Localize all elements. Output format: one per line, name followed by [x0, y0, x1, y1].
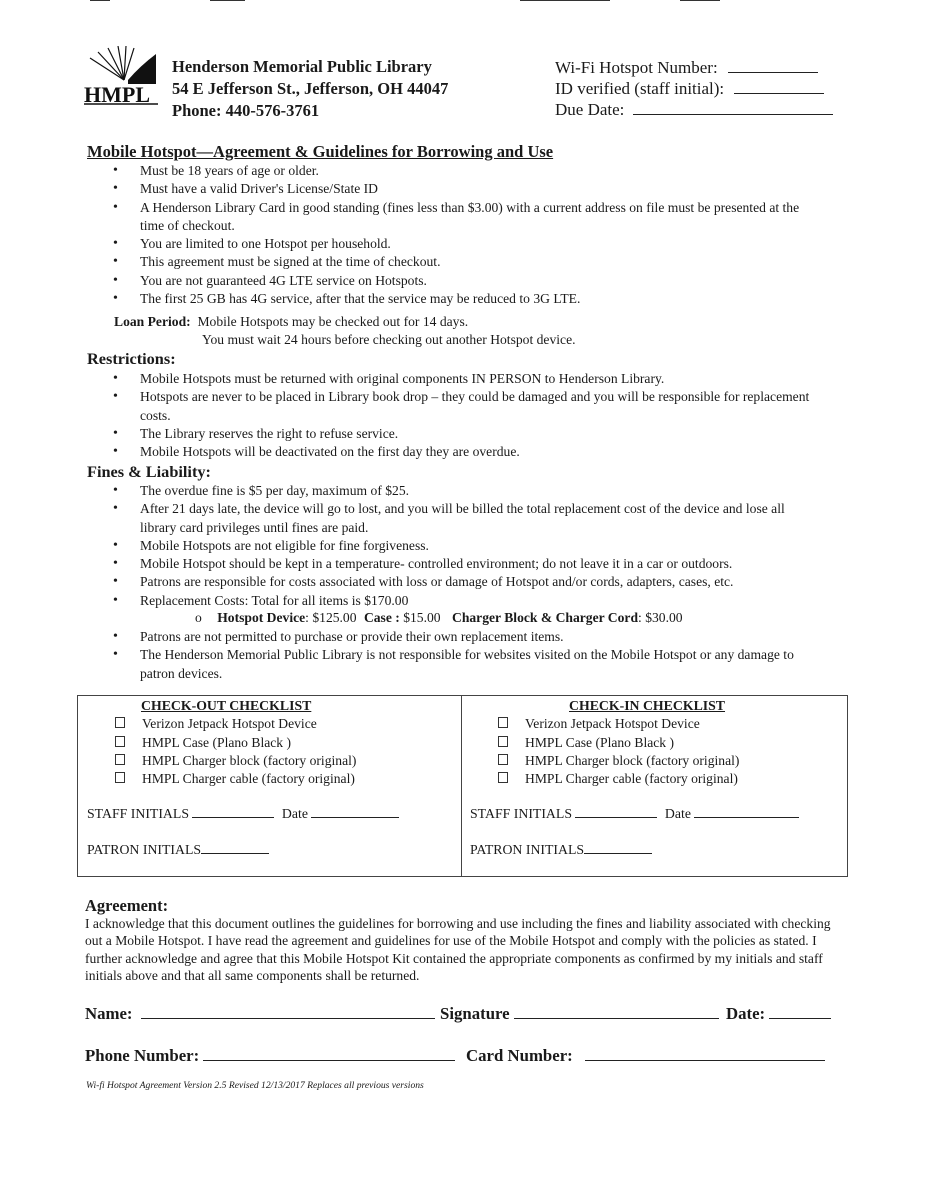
- checkbox[interactable]: [115, 754, 125, 765]
- checkout-item[interactable]: [115, 753, 356, 769]
- version-footer: Wi-fi Hotspot Agreement Version 2.5 Revised 12/13/2017 Replaces all previous versions: [86, 1080, 424, 1091]
- signature-blank[interactable]: [514, 1003, 719, 1019]
- svg-text:HMPL: HMPL: [84, 82, 150, 106]
- card-number-field[interactable]: [466, 1045, 825, 1066]
- checkout-item-label: HMPL Charger block (factory original): [142, 753, 357, 768]
- scan-artifact: [90, 0, 110, 1]
- library-address: 54 E Jefferson St., Jefferson, OH 44047: [172, 79, 449, 98]
- name-blank[interactable]: [141, 1003, 435, 1019]
- library-name: Henderson Memorial Public Library: [172, 57, 432, 76]
- due-date-field[interactable]: [555, 99, 833, 120]
- checkout-column: [78, 696, 461, 876]
- document-title: Mobile Hotspot—Agreement & Guidelines for Borrowing and Use: [87, 142, 554, 161]
- checkin-staff-initials[interactable]: [470, 805, 799, 822]
- agreement-heading: Agreement:: [85, 896, 169, 915]
- fines-heading: Fines & Liability:: [87, 462, 211, 481]
- due-date-blank[interactable]: [633, 99, 833, 115]
- date-blank[interactable]: [769, 1003, 831, 1019]
- sub-bullet-marker: o: [195, 610, 202, 625]
- staff-initials-blank[interactable]: [575, 805, 657, 818]
- patron-initials-blank[interactable]: [201, 841, 269, 854]
- staff-initials-blank[interactable]: [192, 805, 274, 818]
- checkin-item[interactable]: [498, 735, 674, 751]
- checkout-staff-initials[interactable]: [87, 805, 399, 822]
- card-number-blank[interactable]: [585, 1045, 825, 1061]
- replacement-costs-detail: [195, 610, 683, 626]
- scan-artifact: [210, 0, 245, 1]
- checkout-item-label: Verizon Jetpack Hotspot Device: [142, 716, 317, 731]
- book-rays-icon: [84, 46, 160, 106]
- list-item: • Hotspots are never to be placed in Library book drop – they could be damaged and you will be responsible for replacement costs.: [113, 388, 823, 425]
- fines-list-continued: [113, 628, 823, 683]
- checkout-item[interactable]: [115, 716, 317, 732]
- checkin-item[interactable]: [498, 753, 739, 769]
- list-item: • Mobile Hotspots will be deactivated on the first day they are overdue.: [113, 443, 823, 461]
- requirements-list: [113, 162, 813, 308]
- checkbox[interactable]: [498, 754, 508, 765]
- checkout-item-label: HMPL Case (Plano Black ): [142, 735, 292, 750]
- card-number-label: Card Number:: [466, 1046, 573, 1065]
- checkbox[interactable]: [498, 772, 508, 783]
- checkin-heading: CHECK-IN CHECKLIST: [569, 698, 726, 713]
- checkin-item[interactable]: [498, 716, 700, 732]
- list-item: • Patrons are not permitted to purchase or provide their own replacement items.: [113, 628, 823, 646]
- staff-initials-label: STAFF INITIALS: [470, 806, 572, 821]
- list-item: • Mobile Hotspots must be returned with original components IN PERSON to Henderson Library.: [113, 370, 823, 388]
- date-label: Date:: [726, 1004, 766, 1023]
- checkout-item[interactable]: [115, 771, 355, 787]
- restrictions-list: [113, 370, 823, 461]
- name-field[interactable]: [85, 1003, 435, 1024]
- checkbox[interactable]: [115, 717, 125, 728]
- checkout-patron-initials[interactable]: [87, 841, 269, 858]
- checkin-item-label: HMPL Charger block (factory original): [525, 753, 740, 768]
- library-logo: [84, 46, 160, 106]
- phone-number-field[interactable]: [85, 1045, 455, 1066]
- hotspot-number-blank[interactable]: [728, 57, 818, 73]
- list-item: • After 21 days late, the device will go to lost, and you will be billed the total replacement cost of the device and lose all library card privileges until fines are paid.: [113, 500, 823, 537]
- date-blank[interactable]: [311, 805, 399, 818]
- phone-number-blank[interactable]: [203, 1045, 455, 1061]
- checkin-item-label: HMPL Charger cable (factory original): [525, 771, 738, 786]
- library-phone: Phone: 440-576-3761: [172, 101, 320, 120]
- loan-period-line2: You must wait 24 hours before checking out another Hotspot device.: [202, 332, 576, 348]
- list-item: • Must have a valid Driver's License/State ID: [113, 180, 813, 198]
- signature-field[interactable]: [440, 1003, 719, 1024]
- list-item: • The Library reserves the right to refuse service.: [113, 425, 823, 443]
- patron-initials-label: PATRON INITIALS: [470, 842, 585, 857]
- due-date-label: Due Date:: [555, 100, 625, 119]
- id-verified-blank[interactable]: [734, 78, 824, 94]
- scan-artifact: [680, 0, 720, 1]
- cost-device-value: : $125.00: [305, 610, 357, 625]
- cost-charger-value: : $30.00: [638, 610, 683, 625]
- checklist-table: [77, 695, 848, 877]
- fines-list: [113, 482, 823, 610]
- checkin-item[interactable]: [498, 771, 738, 787]
- list-item: • The overdue fine is $5 per day, maximum of $25.: [113, 482, 823, 500]
- list-item: • Mobile Hotspot should be kept in a temperature- controlled environment; do not leave it in a car or outdoors.: [113, 555, 823, 573]
- date-label: Date: [664, 806, 691, 821]
- checkout-item[interactable]: [115, 735, 291, 751]
- list-item: • This agreement must be signed at the time of checkout.: [113, 253, 813, 271]
- checkin-column: [462, 696, 845, 876]
- checkout-item-label: HMPL Charger cable (factory original): [142, 771, 355, 786]
- checkbox[interactable]: [115, 736, 125, 747]
- list-item: • You are not guaranteed 4G LTE service on Hotspots.: [113, 272, 813, 290]
- cost-device-label: Hotspot Device: [217, 610, 306, 625]
- cost-case-value: $15.00: [399, 610, 441, 625]
- hotspot-number-label: Wi-Fi Hotspot Number:: [555, 58, 718, 77]
- date-field[interactable]: [726, 1003, 831, 1024]
- date-label: Date: [281, 806, 308, 821]
- list-item: • Replacement Costs: Total for all items is $170.00: [113, 592, 823, 610]
- id-verified-field[interactable]: [555, 78, 824, 99]
- list-item: • A Henderson Library Card in good standing (fines less than $3.00) with a current address on file must be presented at the time of checkout.: [113, 199, 813, 236]
- hotspot-number-field[interactable]: [555, 57, 818, 78]
- checkbox[interactable]: [115, 772, 125, 783]
- name-label: Name:: [85, 1004, 133, 1023]
- checkin-patron-initials[interactable]: [470, 841, 652, 858]
- checkin-item-label: Verizon Jetpack Hotspot Device: [525, 716, 700, 731]
- restrictions-heading: Restrictions:: [87, 349, 176, 368]
- cost-case-label: Case :: [363, 610, 400, 625]
- patron-initials-label: PATRON INITIALS: [87, 842, 202, 857]
- loan-period: [114, 313, 576, 350]
- checkin-item-label: HMPL Case (Plano Black ): [525, 735, 675, 750]
- staff-initials-label: STAFF INITIALS: [87, 806, 189, 821]
- signature-label: Signature: [440, 1004, 510, 1023]
- loan-period-label: Loan Period:: [114, 314, 191, 329]
- list-item: • Patrons are responsible for costs associated with loss or damage of Hotspot and/or cords, adapters, cases, etc.: [113, 573, 823, 591]
- date-blank[interactable]: [694, 805, 799, 818]
- checkbox[interactable]: [498, 717, 508, 728]
- loan-period-line1: Mobile Hotspots may be checked out for 14 days.: [197, 314, 469, 329]
- list-item: • The first 25 GB has 4G service, after that the service may be reduced to 3G LTE.: [113, 290, 813, 308]
- checkout-heading: CHECK-OUT CHECKLIST: [141, 698, 312, 713]
- agreement-text: I acknowledge that this document outlines the guidelines for borrowing and use including the fines and liability associated with checking out a Mobile Hotspot. I have read the agreement and guidelines for use of the Mobile Hotspot and comply with the policies as stated. I further acknowledge and agree that this Mobile Hotspot Kit contained the appropriate components as confirmed by my initials and staff initials above and that all same components shall be returned.: [85, 916, 831, 984]
- list-item: • Mobile Hotspots are not eligible for fine forgiveness.: [113, 537, 823, 555]
- scan-artifact: [520, 0, 610, 1]
- list-item: • Must be 18 years of age or older.: [113, 162, 813, 180]
- list-item: • The Henderson Memorial Public Library is not responsible for websites visited on the Mobile Hotspot or any damage to patron devices.: [113, 646, 823, 683]
- checkbox[interactable]: [498, 736, 508, 747]
- id-verified-label: ID verified (staff initial):: [555, 79, 725, 98]
- phone-number-label: Phone Number:: [85, 1046, 200, 1065]
- list-item: • You are limited to one Hotspot per household.: [113, 235, 813, 253]
- cost-charger-label: Charger Block & Charger Cord: [452, 610, 639, 625]
- patron-initials-blank[interactable]: [584, 841, 652, 854]
